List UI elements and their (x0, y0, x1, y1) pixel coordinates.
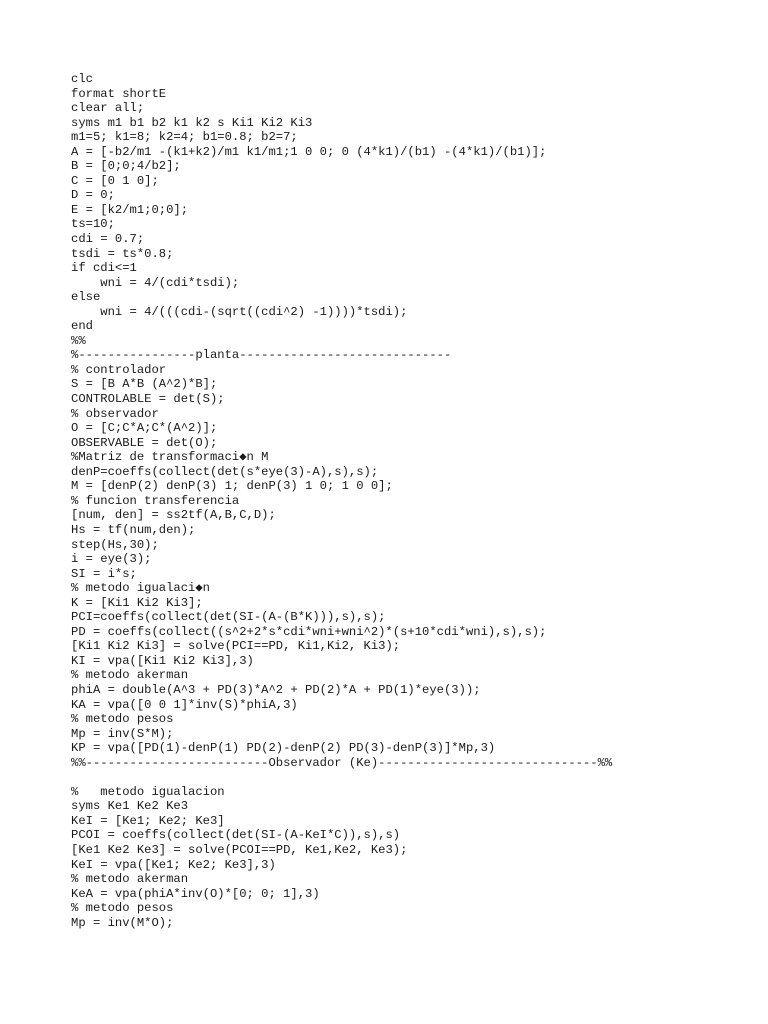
code-line: SI = i*s; (71, 566, 137, 581)
code-line: %----------------planta----------------------------- (71, 348, 452, 363)
code-line: % metodo pesos (71, 712, 174, 727)
code-line: B = [0;0;4/b2]; (71, 159, 181, 174)
code-line: C = [0 1 0]; (71, 173, 159, 188)
code-line: E = [k2/m1;0;0]; (71, 202, 189, 217)
code-line: % metodo igualacion (71, 784, 225, 799)
code-line: % metodo igualaci◆n (71, 581, 210, 596)
code-line: K = [Ki1 Ki2 Ki3]; (71, 595, 203, 610)
code-line (71, 770, 612, 785)
code-line: M = [denP(2) denP(3) 1; denP(3) 1 0; 1 0 0]; (71, 479, 393, 494)
code-line: PCOI = coeffs(collect(det(SI-(A-KeI*C)),s),s) (71, 828, 401, 843)
code-line: % metodo akerman (71, 668, 189, 683)
code-line: wni = 4/(cdi*tsdi); (71, 275, 240, 290)
code-line: end (71, 319, 93, 334)
code-line: % controlador (71, 362, 167, 377)
code-line: CONTROLABLE = det(S); (71, 392, 225, 407)
code-line: KeA = vpa(phiA*inv(O)*[0; 0; 1],3) (71, 886, 320, 901)
code-line: wni = 4/(((cdi-(sqrt((cdi^2) -1))))*tsdi); (71, 304, 408, 319)
code-line: [Ki1 Ki2 Ki3] = solve(PCI==PD, Ki1,Ki2, Ki3); (71, 639, 401, 654)
code-line: % metodo akerman (71, 872, 189, 887)
code-line: PD = coeffs(collect((s^2+2*s*cdi*wni+wni^2)*(s+10*cdi*wni),s),s); (71, 624, 547, 639)
code-line: phiA = double(A^3 + PD(3)*A^2 + PD(2)*A + PD(1)*eye(3)); (71, 682, 481, 697)
code-line: KeI = vpa([Ke1; Ke2; Ke3],3) (71, 857, 276, 872)
code-line: %%-------------------------Observador (Ke)------------------------------%% (71, 755, 613, 770)
code-line: S = [B A*B (A^2)*B]; (71, 377, 218, 392)
code-line: PCI=coeffs(collect(det(SI-(A-(B*K))),s),s); (71, 610, 386, 625)
code-line: step(Hs,30); (71, 537, 159, 552)
code-line: if cdi<=1 (71, 261, 137, 276)
code-line: clc (71, 72, 93, 86)
code-line: %Matriz de transformaci◆n M (71, 450, 269, 465)
code-line: KeI = [Ke1; Ke2; Ke3] (71, 813, 225, 828)
code-line: cdi = 0.7; (71, 232, 145, 247)
code-line: % funcion transferencia (71, 493, 240, 508)
code-line: OBSERVABLE = det(O); (71, 435, 218, 450)
code-line: KI = vpa([Ki1 Ki2 Ki3],3) (71, 653, 254, 668)
code-line: KP = vpa([PD(1)-denP(1) PD(2)-denP(2) PD(3)-denP(3)]*Mp,3) (71, 741, 496, 756)
code-line: denP=coeffs(collect(det(s*eye(3)-A),s),s); (71, 464, 379, 479)
code-line: KA = vpa([0 0 1]*inv(S)*phiA,3) (71, 697, 298, 712)
code-line: Mp = inv(M*O); (71, 915, 174, 930)
code-line: tsdi = ts*0.8; (71, 246, 174, 261)
code-line: syms Ke1 Ke2 Ke3 (71, 799, 189, 814)
code-line: % observador (71, 406, 159, 421)
code-line: A = [-b2/m1 -(k1+k2)/m1 k1/m1;1 0 0; 0 (4*k1)/(b1) -(4*k1)/(b1)]; (71, 144, 547, 159)
code-line: [Ke1 Ke2 Ke3] = solve(PCOI==PD, Ke1,Ke2, Ke3); (71, 842, 408, 857)
code-line: Hs = tf(num,den); (71, 522, 196, 537)
code-line: O = [C;C*A;C*(A^2)]; (71, 421, 218, 436)
code-line: %% (71, 333, 86, 348)
code-line: format shortE (71, 86, 167, 101)
code-listing (71, 72, 612, 930)
code-line: m1=5; k1=8; k2=4; b1=0.8; b2=7; (71, 130, 298, 145)
code-line: syms m1 b1 b2 k1 k2 s Ki1 Ki2 Ki3 (71, 115, 313, 130)
code-line: else (71, 290, 101, 305)
code-line: clear all; (71, 101, 145, 116)
code-line: [num, den] = ss2tf(A,B,C,D); (71, 508, 276, 523)
code-line: ts=10; (71, 217, 115, 232)
code-line: Mp = inv(S*M); (71, 726, 174, 741)
code-line: D = 0; (71, 188, 115, 203)
code-line: i = eye(3); (71, 552, 152, 567)
code-line: % metodo pesos (71, 901, 174, 916)
